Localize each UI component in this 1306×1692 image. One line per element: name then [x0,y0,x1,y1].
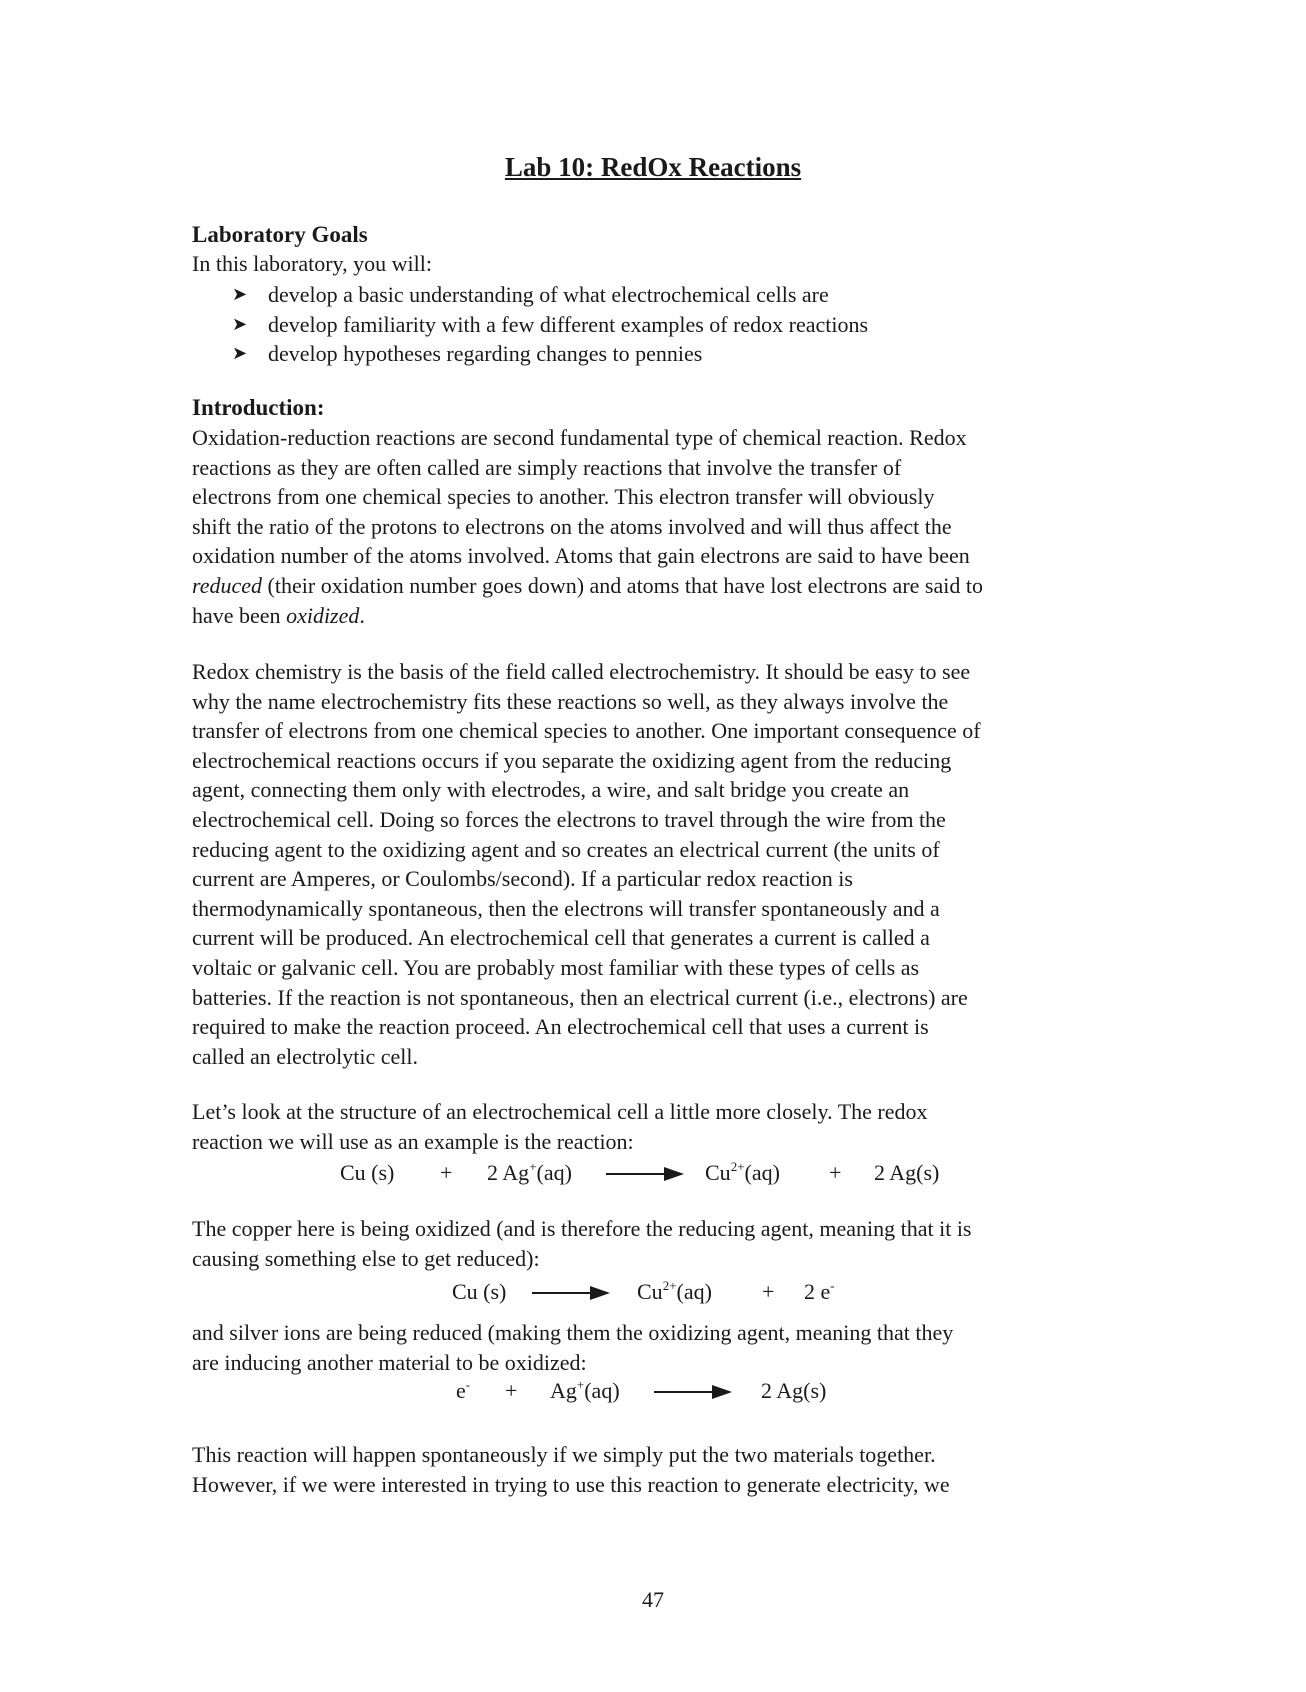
introduction-heading: Introduction: [192,395,325,420]
equation-oxidation-half: Cu (s) $Cu^{2+}(aq)$ + 2 e- [452,1278,835,1304]
reaction-arrow-icon [532,1292,606,1294]
introduction-paragraph-3: Let’s look at the structure of an electrochemical cell a little more closely. The redox reaction we will use as an example is the reaction: [192,1099,928,1154]
page-title: Lab 10: RedOx Reactions [504,152,802,182]
page-number: 47 [642,1587,664,1612]
goals-intro: In this laboratory, you will: [192,251,432,276]
arrow-bullet-icon: ➤ [232,284,248,304]
equation-reduction-half: e- + Ag+(aq) 2 Ag(s) [456,1377,827,1403]
introduction-paragraph-6: This reaction will happen spontaneously if we simply put the two materials together. However, if we were interested in trying to use this reaction to generate electricity, we [192,1442,950,1497]
arrow-bullet-icon: ➤ [232,343,248,363]
reaction-arrow-icon [654,1391,728,1393]
introduction-paragraph-1: Oxidation-reduction reactions are second fundamental type of chemical reaction. Redox reactions as they are often called are simply reactions that involve the transfer of electrons from one chemical species to another. This electron transfer will obviously shift the ratio of the protons to electrons on the atoms involved and will thus affect the oxidation number of the atoms involved. Atoms that gain electrons are said to have been reduced (their oxidation number goes down) and atoms that have lost electrons are said to have been oxidized. [192,425,983,628]
list-item: ➤ develop a basic understanding of what electrochemical cells are [228,280,868,310]
reaction-arrow-icon [606,1173,680,1175]
list-item: ➤ develop familiarity with a few different examples of redox reactions [228,310,868,340]
introduction-paragraph-4: The copper here is being oxidized (and is therefore the reducing agent, meaning that it is causing something else to get reduced): [192,1216,972,1271]
goals-list [228,280,868,369]
arrow-bullet-icon: ➤ [232,313,248,334]
introduction-paragraph-5: and silver ions are being reduced (making them the oxidizing agent, meaning that they are inducing another material to be oxidized: [192,1320,954,1375]
emphasis-reduced: reduced [192,572,263,598]
list-item: ➤ develop hypotheses regarding changes to pennies [228,339,868,369]
goals-heading: Laboratory Goals [192,222,368,247]
emphasis-oxidized: oxidized [286,602,360,628]
introduction-paragraph-2: Redox chemistry is the basis of the field called electrochemistry. It should be easy to see why the name electrochemistry fits these reactions so well, as they always involve the transfer of electrons from one chemical species to another. One important consequence of electrochemical reactions occurs if you separate the oxidizing agent from the reducing agent, connecting them only with electrodes, a wire, and salt bridge you create an electrochemical cell. Doing so forces the electrons to travel through the wire from the reducing agent to the oxidizing agent and so creates an electrical current (the units of current are Amperes, or Coulombs/second). If a particular redox reaction is thermodynamically spontaneous, then the electrons will transfer spontaneously and a current will be produced. An electrochemical cell that generates a current is called a voltaic or galvanic cell. You are probably most familiar with these types of cells as batteries. If the reaction is not spontaneous, then an electrical current (i.e., electrons) are required to make the reaction proceed. An electrochemical cell that uses a current is called an electrolytic cell. [192,659,981,1069]
equation-overall-reaction: Cu (s) + 2 Ag+(aq) $Cu^{2+}(aq)$ + 2 Ag(s) [340,1159,940,1185]
